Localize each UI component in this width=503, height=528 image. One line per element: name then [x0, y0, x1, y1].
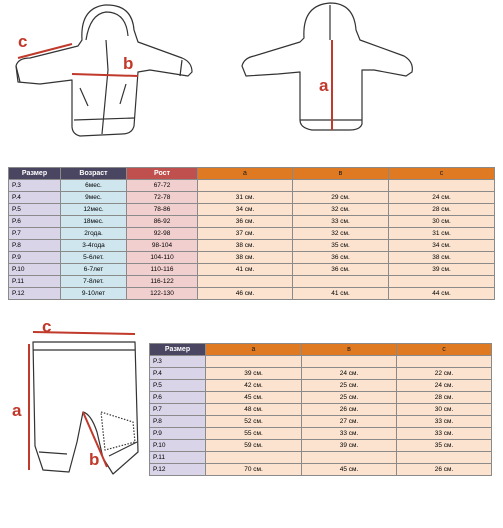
table-cell: 35 см. [397, 440, 492, 452]
pants-header-a: a [206, 344, 302, 356]
table-cell: 30 см. [397, 404, 492, 416]
table-cell: P.11 [150, 452, 206, 464]
table-cell: 6мес. [61, 180, 127, 192]
table-cell: 92-98 [127, 228, 198, 240]
header-height: Рост [127, 168, 198, 180]
table-row [9, 252, 495, 264]
table-cell: 25 см. [302, 392, 397, 404]
table-cell [293, 180, 389, 192]
pants-header-size: Размер [150, 344, 206, 356]
table-row [150, 368, 492, 380]
table-cell [198, 180, 293, 192]
table-cell: 52 см. [206, 416, 302, 428]
table-row [150, 440, 492, 452]
table-cell: P.9 [150, 428, 206, 440]
table-cell [293, 276, 389, 288]
table-cell: P.8 [9, 240, 61, 252]
table-row [150, 428, 492, 440]
table-cell: 104-110 [127, 252, 198, 264]
table-cell: 36 см. [198, 216, 293, 228]
table-cell: P.4 [150, 368, 206, 380]
table-cell: 70 см. [206, 464, 302, 476]
table-cell: 67-72 [127, 180, 198, 192]
table-cell: 45 см. [302, 464, 397, 476]
table-cell: P.6 [9, 216, 61, 228]
table-cell: 38 см. [198, 252, 293, 264]
table-cell: P.10 [9, 264, 61, 276]
jacket-front-zipper [102, 40, 108, 134]
jacket-front-drawing [10, 0, 210, 150]
table-row [9, 264, 495, 276]
table-cell: 29 см. [293, 192, 389, 204]
table-cell: P.7 [9, 228, 61, 240]
table-cell: 25 см. [302, 380, 397, 392]
table-cell: 33 см. [397, 416, 492, 428]
table-cell: 46 см. [198, 288, 293, 300]
pants-header-c: с [397, 344, 492, 356]
table-cell: 31 см. [198, 192, 293, 204]
jacket-measure-b-line [72, 74, 138, 76]
table-row [150, 452, 492, 464]
table-cell: 44 см. [389, 288, 495, 300]
table-cell: 37 см. [198, 228, 293, 240]
table-cell: 36 см. [293, 252, 389, 264]
table-cell: 18мес. [61, 216, 127, 228]
table-cell: 38 см. [389, 252, 495, 264]
table-cell: 55 см. [206, 428, 302, 440]
header-a: a [198, 168, 293, 180]
table-cell [397, 452, 492, 464]
table-row [9, 216, 495, 228]
pants-drawing [5, 312, 155, 487]
table-cell: 5-6лет. [61, 252, 127, 264]
table-cell: P.6 [150, 392, 206, 404]
table-cell: 34 см. [198, 204, 293, 216]
table-cell: 59 см. [206, 440, 302, 452]
table-cell: 41 см. [198, 264, 293, 276]
table-cell [198, 276, 293, 288]
table-cell: 31 см. [389, 228, 495, 240]
jacket-front-cuff-right [180, 60, 182, 76]
table-row [9, 228, 495, 240]
table-cell: 26 см. [397, 464, 492, 476]
table-cell: 9мес. [61, 192, 127, 204]
table-row [9, 240, 495, 252]
table-cell: 32 см. [293, 228, 389, 240]
table-cell [397, 356, 492, 368]
table-cell: 78-86 [127, 204, 198, 216]
table-cell: 9-10лет [61, 288, 127, 300]
pants-cuff-right [109, 442, 137, 456]
table-cell [302, 452, 397, 464]
table-row [9, 288, 495, 300]
table-row [150, 404, 492, 416]
table-row [9, 180, 495, 192]
pants-label-c: c [42, 317, 52, 336]
header-c: с [389, 168, 495, 180]
jacket-label-c: c [18, 32, 28, 51]
table-cell: 24 см. [397, 380, 492, 392]
table-cell [302, 356, 397, 368]
table-row [9, 204, 495, 216]
table-cell: 39 см. [389, 264, 495, 276]
table-cell [389, 276, 495, 288]
table-cell: P.3 [9, 180, 61, 192]
table-cell: P.3 [150, 356, 206, 368]
table-cell: P.9 [9, 252, 61, 264]
table-cell: 27 см. [302, 416, 397, 428]
table-row [150, 464, 492, 476]
table-cell: 22 см. [397, 368, 492, 380]
table-cell: P.12 [150, 464, 206, 476]
table-cell: 72-78 [127, 192, 198, 204]
table-cell: P.12 [9, 288, 61, 300]
jacket-front-pocket-right [120, 84, 126, 104]
table-cell: 34 см. [389, 240, 495, 252]
jacket-back-outline [242, 3, 412, 130]
table-cell: 33 см. [302, 428, 397, 440]
table-cell [206, 452, 302, 464]
table-cell: P.8 [150, 416, 206, 428]
table-cell: 39 см. [302, 440, 397, 452]
table-row [9, 192, 495, 204]
table-cell: 6-7лет [61, 264, 127, 276]
table-cell: 28 см. [397, 392, 492, 404]
table-row [150, 380, 492, 392]
table-cell: 42 см. [206, 380, 302, 392]
pants-header-b: в [302, 344, 397, 356]
table-row [9, 276, 495, 288]
header-age: Возраст [61, 168, 127, 180]
header-b: в [293, 168, 389, 180]
table-cell: P.7 [150, 404, 206, 416]
pants-label-a: a [12, 401, 22, 420]
jacket-label-a: a [319, 76, 329, 95]
table-cell: P.4 [9, 192, 61, 204]
table-cell: 33 см. [293, 216, 389, 228]
jacket-label-b: b [123, 54, 134, 73]
jacket-front-hood [86, 12, 128, 40]
table-cell: P.10 [150, 440, 206, 452]
table-cell: 39 см. [206, 368, 302, 380]
table-cell [389, 180, 495, 192]
table-cell: 3-4года [61, 240, 127, 252]
jacket-front-pocket-left [80, 88, 88, 106]
table-cell: 116-122 [127, 276, 198, 288]
pants-cuff-left [39, 452, 67, 454]
table-cell: 35 см. [293, 240, 389, 252]
table-cell: 7-8лет. [61, 276, 127, 288]
table-cell: 28 см. [389, 204, 495, 216]
table-row [150, 392, 492, 404]
table-cell: 86-92 [127, 216, 198, 228]
table-cell: 36 см. [293, 264, 389, 276]
table-cell: 12мес. [61, 204, 127, 216]
pants-label-b: b [89, 450, 100, 469]
table-cell: 30 см. [389, 216, 495, 228]
table-cell: 32 см. [293, 204, 389, 216]
table-row [150, 416, 492, 428]
jacket-back-drawing [238, 0, 418, 145]
table-cell: 110-116 [127, 264, 198, 276]
pants-table-header [150, 344, 492, 356]
pants-knee-panel [101, 412, 135, 450]
header-size: Размер [9, 168, 61, 180]
table-cell: P.11 [9, 276, 61, 288]
table-cell: 24 см. [389, 192, 495, 204]
table-cell: 122-130 [127, 288, 198, 300]
table-cell: 98-104 [127, 240, 198, 252]
table-cell: 45 см. [206, 392, 302, 404]
table-cell: P.5 [9, 204, 61, 216]
table-cell: 24 см. [302, 368, 397, 380]
table-cell: 2года. [61, 228, 127, 240]
table-cell: P.5 [150, 380, 206, 392]
jacket-size-table [8, 167, 495, 300]
jacket-table-header [9, 168, 495, 180]
table-cell: 33 см. [397, 428, 492, 440]
table-row [150, 356, 492, 368]
table-cell [206, 356, 302, 368]
pants-outline [33, 342, 138, 474]
table-cell: 48 см. [206, 404, 302, 416]
table-cell: 38 см. [198, 240, 293, 252]
table-cell: 41 см. [293, 288, 389, 300]
table-cell: 26 см. [302, 404, 397, 416]
pants-size-table [149, 343, 492, 476]
